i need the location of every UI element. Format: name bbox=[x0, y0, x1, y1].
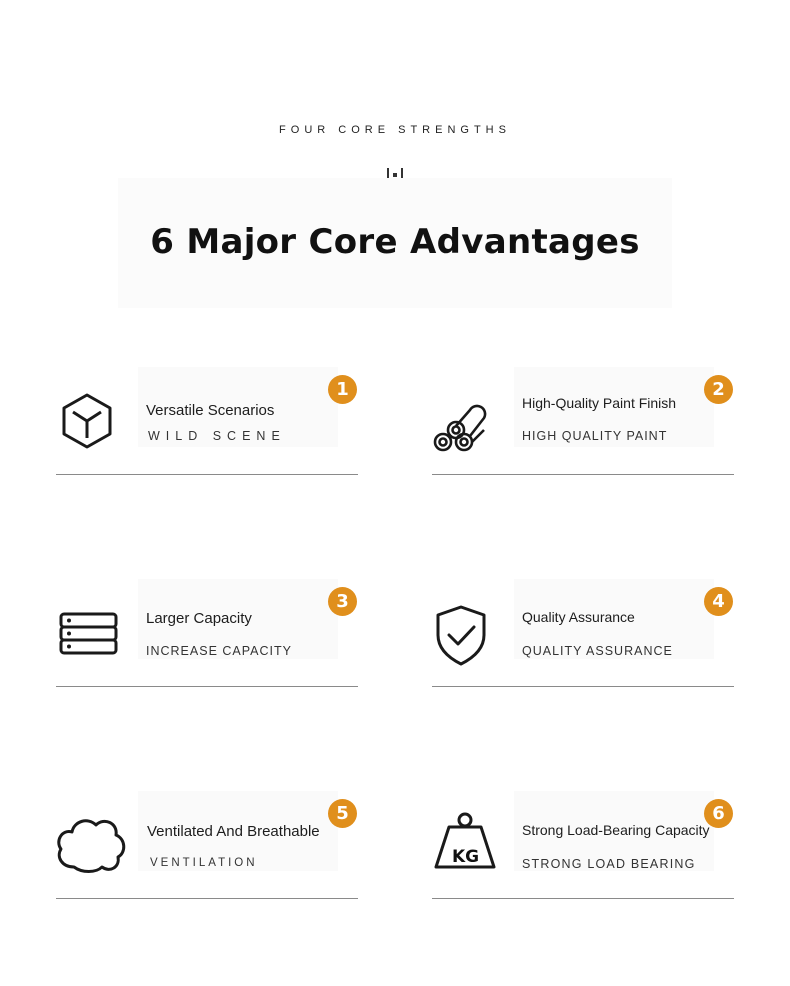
shield-check-icon bbox=[432, 603, 498, 669]
card-subtitle: VENTILATION bbox=[150, 857, 258, 869]
weight-icon-label: KG bbox=[452, 847, 480, 867]
card-label: Ventilated And Breathable bbox=[147, 823, 320, 840]
card-label: Versatile Scenarios bbox=[146, 402, 275, 419]
card-divider bbox=[56, 898, 358, 899]
number-badge: 3 bbox=[328, 587, 357, 616]
cube-icon bbox=[56, 391, 122, 457]
card-divider bbox=[432, 898, 734, 899]
card-subtitle: INCREASE CAPACITY bbox=[146, 644, 292, 658]
advantage-card-6 bbox=[432, 791, 734, 903]
section-eyebrow: FOUR CORE STRENGTHS bbox=[279, 124, 511, 136]
card-subtitle: STRONG LOAD BEARING bbox=[522, 857, 696, 871]
rolls-icon bbox=[432, 391, 498, 457]
advantage-card-3 bbox=[56, 579, 358, 691]
card-divider bbox=[432, 474, 734, 475]
weight-icon bbox=[432, 811, 498, 877]
advantage-card-5 bbox=[56, 791, 358, 903]
stack-icon bbox=[56, 603, 122, 669]
advantage-card-4 bbox=[432, 579, 734, 691]
card-divider bbox=[56, 474, 358, 475]
card-divider bbox=[56, 686, 358, 687]
card-subtitle: QUALITY ASSURANCE bbox=[522, 644, 673, 658]
card-label: Strong Load-Bearing Capacity bbox=[522, 822, 710, 838]
advantage-card-1 bbox=[56, 367, 358, 479]
number-badge: 5 bbox=[328, 799, 357, 828]
card-label: Quality Assurance bbox=[522, 609, 635, 625]
number-badge: 1 bbox=[328, 375, 357, 404]
number-badge: 2 bbox=[704, 375, 733, 404]
card-subtitle: HIGH QUALITY PAINT bbox=[522, 429, 668, 443]
page-title: 6 Major Core Advantages bbox=[150, 222, 640, 262]
number-badge: 4 bbox=[704, 587, 733, 616]
number-badge: 6 bbox=[704, 799, 733, 828]
advantage-card-2 bbox=[432, 367, 734, 479]
cloud-icon bbox=[56, 811, 126, 877]
card-label: Larger Capacity bbox=[146, 610, 252, 627]
card-label: High-Quality Paint Finish bbox=[522, 395, 677, 411]
card-divider bbox=[432, 686, 734, 687]
card-subtitle: WILD SCENE bbox=[148, 429, 286, 443]
